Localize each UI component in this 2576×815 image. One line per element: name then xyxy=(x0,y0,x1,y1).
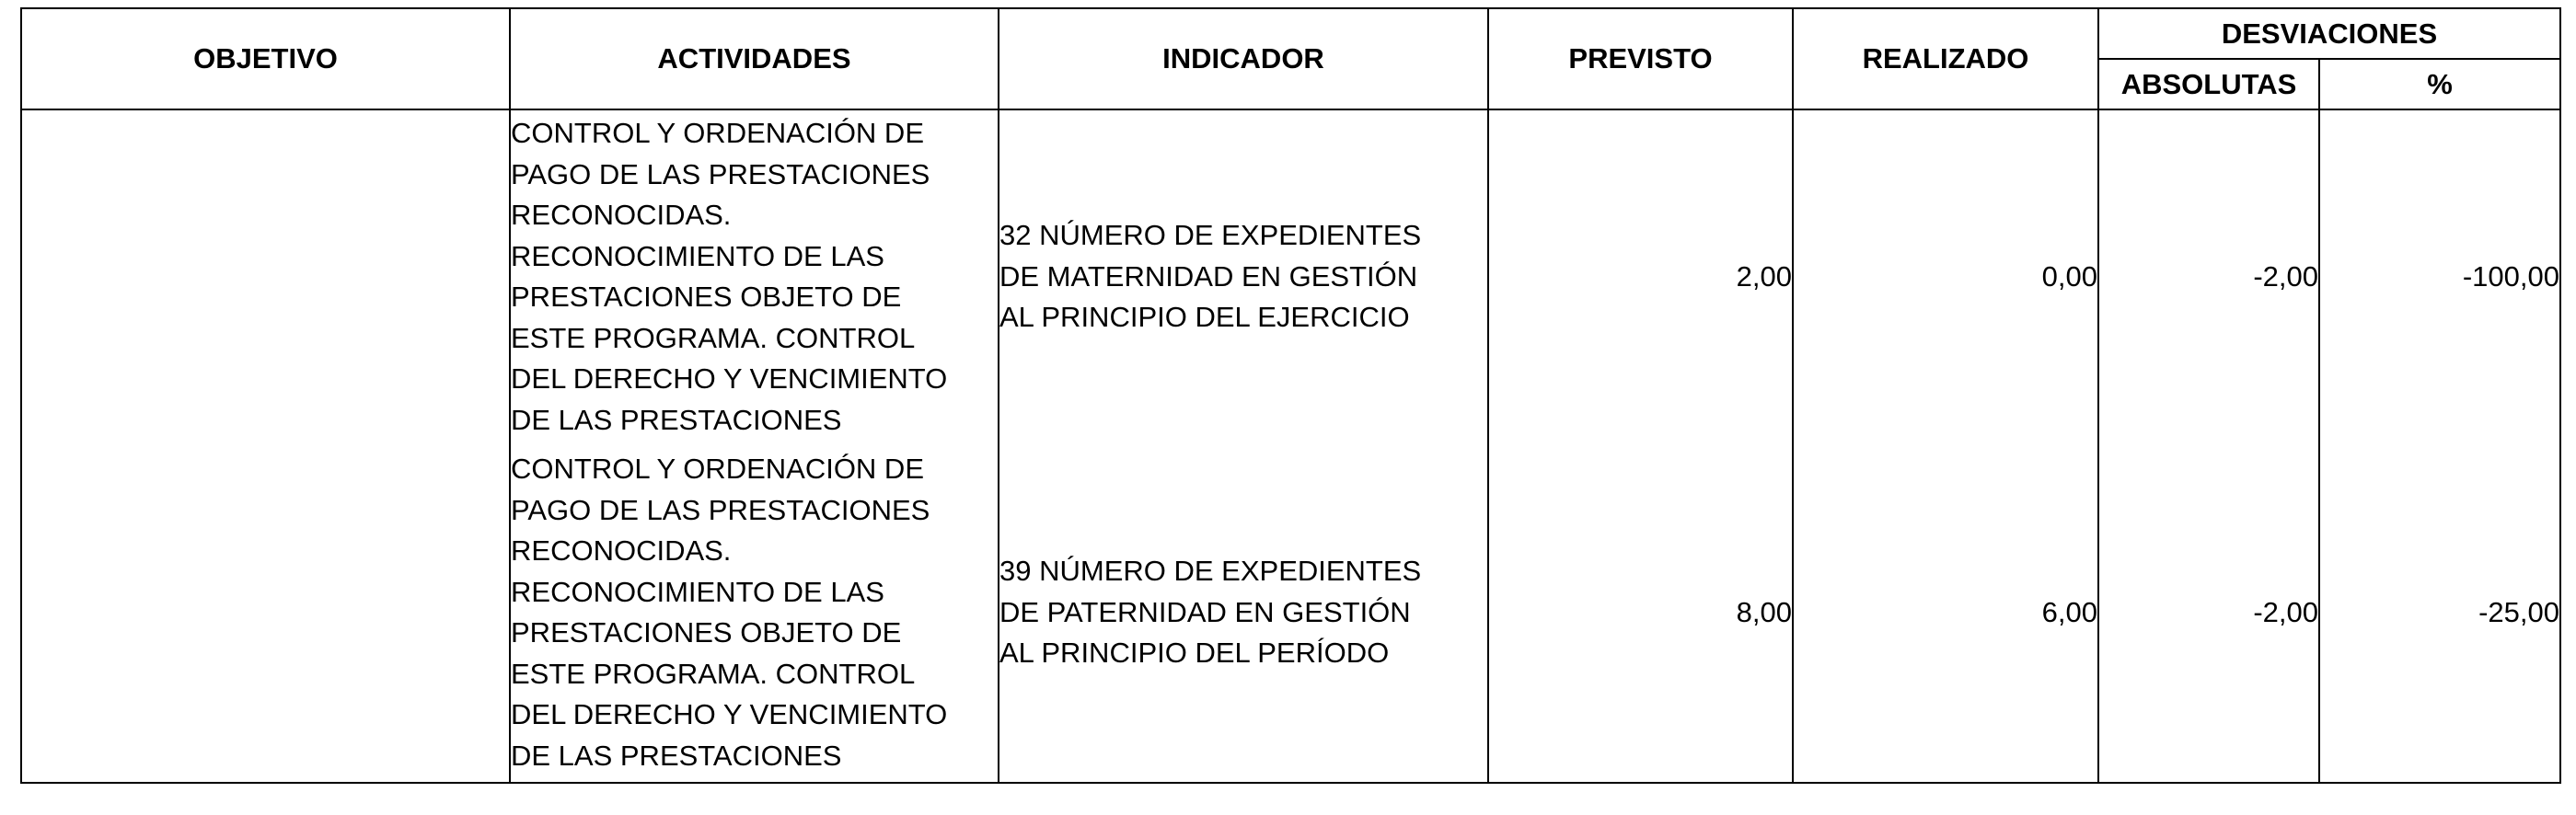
header-porcentaje: % xyxy=(2319,59,2560,109)
indicators-table xyxy=(20,7,2561,784)
cell-actividades: CONTROL Y ORDENACIÓN DE PAGO DE LAS PRESTACIONES RECONOCIDAS. RECONOCIMIENTO DE LAS PRESTACIONES OBJETO DE ESTE PROGRAMA. CONTROL DEL DERECHO Y VENCIMIENTO DE LAS PRESTACIONES xyxy=(510,443,999,783)
table-body xyxy=(21,109,2560,783)
cell-absolutas: -2,00 xyxy=(2098,109,2319,443)
cell-actividades: CONTROL Y ORDENACIÓN DE PAGO DE LAS PRESTACIONES RECONOCIDAS. RECONOCIMIENTO DE LAS PRESTACIONES OBJETO DE ESTE PROGRAMA. CONTROL DEL DERECHO Y VENCIMIENTO DE LAS PRESTACIONES xyxy=(510,109,999,443)
table-row xyxy=(21,109,2560,443)
header-absolutas: ABSOLUTAS xyxy=(2098,59,2319,109)
cell-absolutas: -2,00 xyxy=(2098,443,2319,783)
header-previsto: PREVISTO xyxy=(1488,8,1793,109)
cell-objetivo xyxy=(21,109,510,443)
cell-previsto: 8,00 xyxy=(1488,443,1793,783)
cell-realizado: 6,00 xyxy=(1793,443,2098,783)
cell-previsto: 2,00 xyxy=(1488,109,1793,443)
cell-porcentaje: -25,00 xyxy=(2319,443,2560,783)
cell-realizado: 0,00 xyxy=(1793,109,2098,443)
header-objetivo: OBJETIVO xyxy=(21,8,510,109)
header-actividades: ACTIVIDADES xyxy=(510,8,999,109)
cell-indicador: 32 NÚMERO DE EXPEDIENTES DE MATERNIDAD EN GESTIÓN AL PRINCIPIO DEL EJERCICIO xyxy=(999,109,1488,443)
table-header xyxy=(21,8,2560,109)
header-indicador: INDICADOR xyxy=(999,8,1488,109)
header-realizado: REALIZADO xyxy=(1793,8,2098,109)
cell-porcentaje: -100,00 xyxy=(2319,109,2560,443)
cell-indicador: 39 NÚMERO DE EXPEDIENTES DE PATERNIDAD EN GESTIÓN AL PRINCIPIO DEL PERÍODO xyxy=(999,443,1488,783)
header-desviaciones: DESVIACIONES xyxy=(2098,8,2560,59)
cell-objetivo xyxy=(21,443,510,783)
table-row xyxy=(21,443,2560,783)
